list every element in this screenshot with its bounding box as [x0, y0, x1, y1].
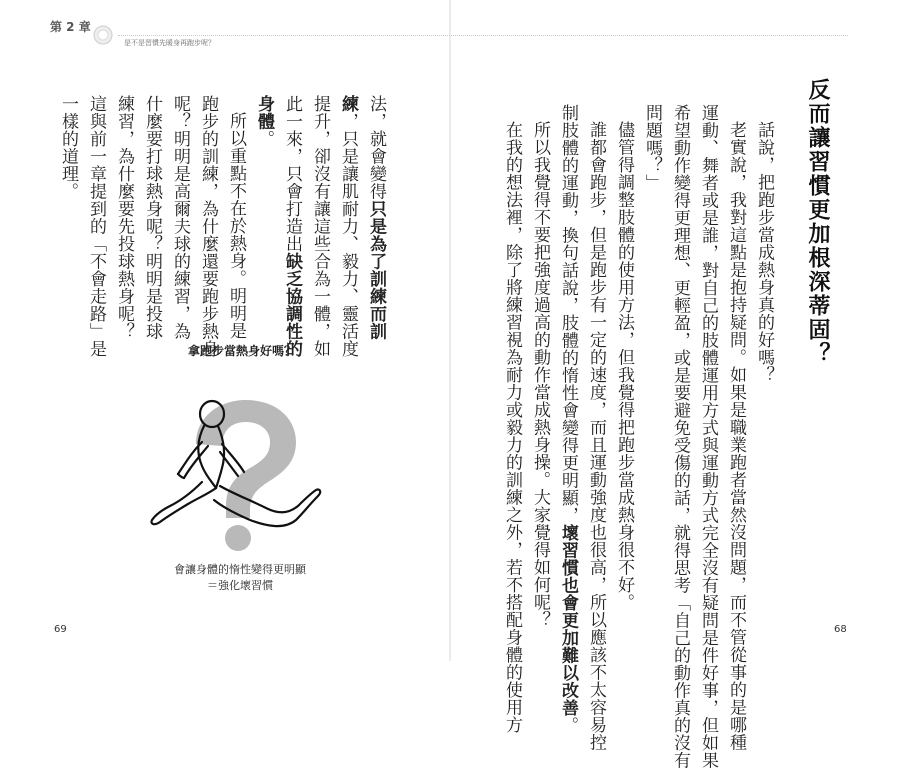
question-mark-icon [196, 400, 296, 551]
section-heading: 反而讓習慣更加根深蒂固？ [805, 78, 830, 366]
text-line: 誰都會跑步，但是跑步有一定的速度，而且運動強度也很高，所以應該不太容易控 [586, 121, 606, 751]
bold-phrase: 練 [338, 95, 358, 113]
text-line: 這與前一章提到的「不會走路」是 [86, 95, 106, 358]
text-line: 呢？明明是高爾夫球的練習，為 [170, 95, 190, 340]
text-line: 所以我覺得不要把強度過高的動作當成熱身操。大家覺得如何呢？ [530, 121, 550, 629]
text-line: 運動、舞者或是誰，對自己的肢體運用方式與運動方式完全沒有疑問是件好事，但如果 [698, 104, 718, 769]
figure-caption [130, 562, 350, 594]
caption-line: ＝強化壞習慣 [207, 579, 273, 592]
text-run: 。 [558, 716, 578, 734]
text-line: 一樣的道理。 [58, 95, 78, 200]
text-line [250, 95, 278, 335]
text-line: 練習，為什麼要先投球熱身呢？ [114, 95, 134, 340]
bold-phrase: 缺乏協調性的 [282, 252, 302, 358]
header-divider [118, 35, 848, 36]
text-run: 制肢體的運動，換句話說，肢體的惰性會變得更明顯， [558, 104, 578, 524]
text-line: 希望動作變得更理想、更輕盈，或是要避免受傷的話，就得思考「自己的動作真的沒有 [670, 104, 690, 769]
text-run: 。 [254, 130, 274, 148]
text-run: ，只是讓肌耐力、毅力、靈活度 [338, 112, 358, 358]
text-line: 提升，卻沒有讓這些合為一體，如 [310, 95, 330, 358]
bold-phrase: 壞習慣也會更加難以改善 [558, 524, 578, 717]
bold-phrase: 身體 [254, 95, 274, 130]
right-page-body [448, 104, 778, 769]
text-line [362, 95, 390, 340]
runner-question-illustration [138, 382, 338, 552]
text-line: 什麼要打球熱身呢？明明是投球 [142, 95, 162, 340]
chapter-circle-icon [93, 25, 113, 45]
text-line [334, 95, 362, 358]
text-run: 法，就會變得 [366, 95, 386, 200]
text-line: 儘管得調整肢體的使用方法，但我覺得把跑步當成熱身很不好。 [614, 121, 634, 611]
text-line: 問題嗎？」 [642, 104, 662, 192]
caption-line: 會讓身體的惰性變得更明顯 [174, 563, 306, 576]
chapter-subtitle: 是不是習慣先暖身再跑步呢？ [124, 39, 215, 47]
text-line: 所以重點不在於熱身。明明是 [226, 112, 246, 340]
bold-phrase: 只是為了訓練而訓 [366, 200, 386, 340]
text-run: 此一來，只會打造出 [282, 95, 302, 253]
page-number-left: 69 [54, 624, 67, 635]
text-line: 在我的想法裡，除了將練習視為耐力或毅力的訓練之外，若不搭配身體的使用方 [502, 121, 522, 734]
figure-title: 拿跑步當熱身好嗎？ [187, 344, 296, 358]
text-line [554, 104, 582, 734]
chapter-label: 第 2 章 [50, 20, 91, 34]
text-line: 話說，把跑步當成熱身真的好嗎？ [754, 121, 774, 384]
page-number-right: 68 [834, 624, 847, 635]
text-line: 老實說，我對這點是抱持疑問。如果是職業跑者當然沒問題，而不管從事的是哪種 [726, 121, 746, 751]
text-line [278, 95, 306, 358]
text-line: 跑步的訓練，為什麼還要跑步熱身 [198, 95, 218, 358]
